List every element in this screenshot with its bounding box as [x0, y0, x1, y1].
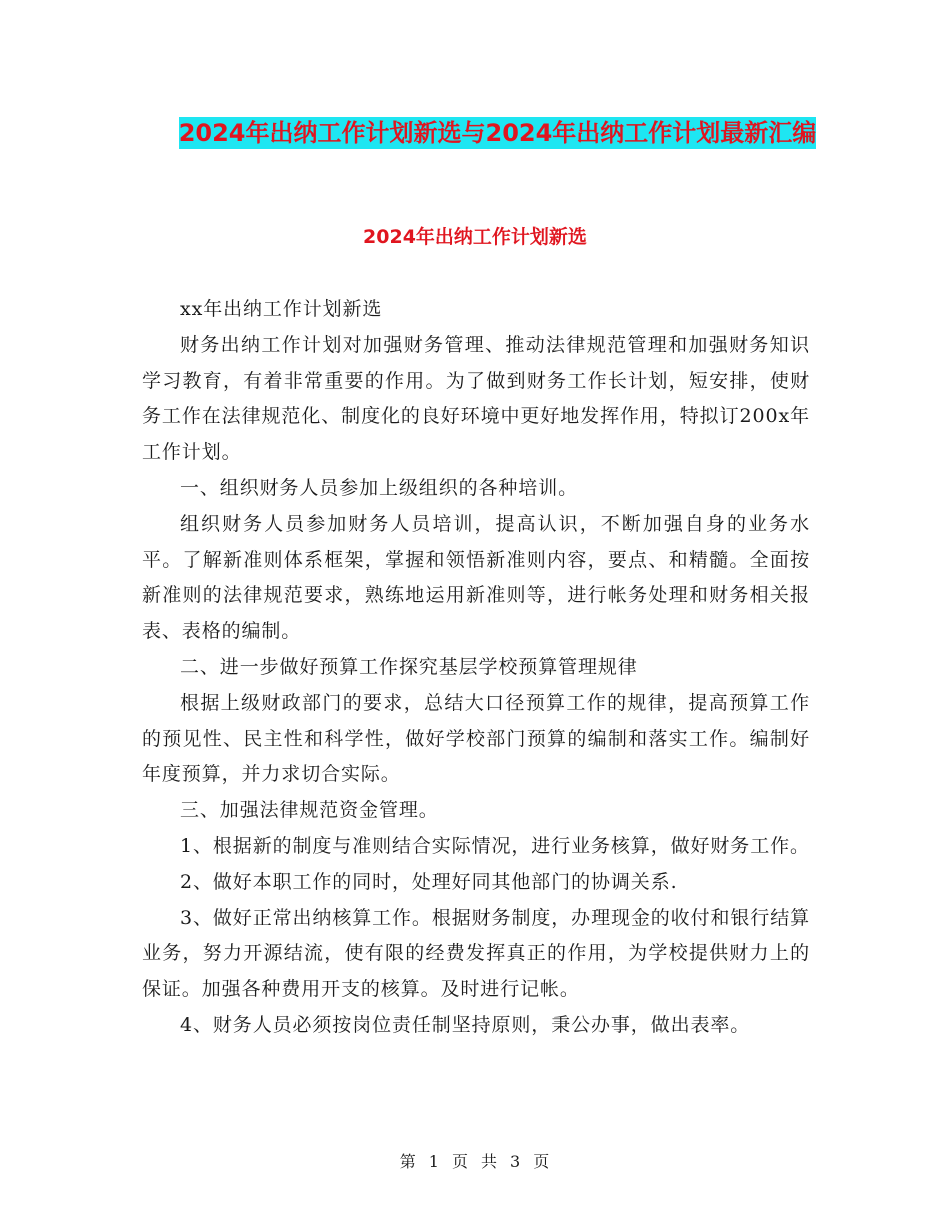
page-number: 1 — [428, 1152, 440, 1171]
footer-di: 第 — [399, 1152, 417, 1171]
paragraph: 根据上级财政部门的要求，总结大口径预算工作的规律，提高预算工作的预见性、民主性和科学性，做好学校部门预算的编制和落实工作。编制好年度预算，并力求切合实际。 — [142, 691, 810, 786]
paragraph-heading: 一、组织财务人员参加上级组织的各种培训。 — [180, 476, 579, 499]
section-title: 2024年出纳工作计划新选 — [363, 226, 587, 248]
page-total: 3 — [510, 1152, 522, 1171]
paragraph: 财务出纳工作计划对加强财务管理、推动法律规范管理和加强财务知识学习教育，有着非常重要的作用。为了做到财务工作长计划，短安排，使财务工作在法律规范化、制度化的良好环境中更好地发挥作用，特拟订200x年工作计划。 — [142, 333, 810, 464]
document-body — [142, 292, 810, 1044]
paragraph: 1、根据新的制度与准则结合实际情况，进行业务核算，做好财务工作。 — [180, 834, 810, 857]
paragraph-heading: 三、加强法律规范资金管理。 — [180, 799, 439, 822]
paragraph: 3、做好正常出纳核算工作。根据财务制度，办理现金的收付和银行结算业务，努力开源结流，使有限的经费发挥真正的作用，为学校提供财力上的保证。加强各种费用开支的核算。及时进行记帐。 — [142, 906, 810, 1001]
paragraph: 组织财务人员参加财务人员培训，提高认识，不断加强自身的业务水平。了解新准则体系框架，掌握和领悟新准则内容，要点、和精髓。全面按新准则的法律规范要求，熟练地运用新准则等，进行帐务处理和财务相关报表、表格的编制。 — [142, 512, 810, 643]
footer-gong: 共 — [481, 1152, 499, 1171]
paragraph-heading: 二、进一步做好预算工作探究基层学校预算管理规律 — [180, 655, 638, 678]
document-title — [140, 112, 855, 154]
paragraph: 2、做好本职工作的同时，处理好同其他部门的协调关系. — [180, 870, 678, 893]
paragraph: xx年出纳工作计划新选 — [180, 298, 383, 320]
page-footer — [0, 1151, 950, 1173]
document-title-text: 2024年出纳工作计划新选与2024年出纳工作计划最新汇编 — [178, 119, 817, 147]
footer-ye: 页 — [451, 1152, 469, 1171]
footer-ye2: 页 — [533, 1152, 551, 1171]
paragraph: 4、财务人员必须按岗位责任制坚持原则，秉公办事，做出表率。 — [180, 1013, 751, 1036]
